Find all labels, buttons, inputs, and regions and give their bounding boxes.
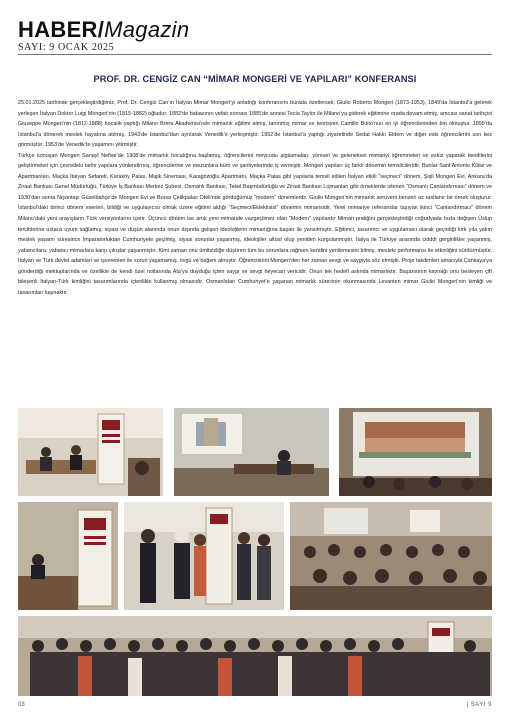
- conference-photo-audience: [290, 502, 492, 610]
- article-body: [18, 98, 492, 416]
- magazine-title: HABER/Magazin: [18, 17, 190, 42]
- masthead: [18, 18, 189, 54]
- issue-date: SAYI: 9 OCAK 2025: [18, 42, 115, 53]
- conference-photo-lecture-hall: [174, 408, 329, 496]
- masthead-divider: [18, 54, 492, 55]
- page-number: 03: [18, 702, 25, 708]
- conference-group-photo: [18, 616, 492, 696]
- conference-photo-podium-banner: [18, 502, 118, 610]
- article-paragraph: Türkçe konuşan Mongeri Sanayi Nefise’de 1908’de mimarlık hocalığına başlamış, öğrencilerini mevcudu algılamaları, yöresel ve geleneksel mimariyi öğrenmeleri ve eskiz yaparak kendilerini geliştirmeleri için çevredeki tarihi yapılara yönlendirmiş, öğrencilerine ve mezunlara büro ve şantiyelerinde iş vermiştir. Mongeri yapıları üç farklı dönemin temsilcileridir. Bunlar Sant’Antonio Kilise ve Apartmanları, Maçka İtalyan Sefareti, Karaköy Palas, Majik Sineması, Karagözoğlu Apartmanı, Maçka Palas gibi yapılarla temsil edilen İtalyan etkili “seçmeci” dönem, Şişli Mongeri Evi, Ankara’da Ziraat Bankası Genel Müdürlüğü, Türkiye İş Bankası Merkez Şubesi, Osmanlı Bankası, Tekel Başmüdürlüğü ve Ziraat Bankası Lojmanları gibi örneklerde izlenen “Osmanlı Canlandırması” dönem ve 1930’dan sonra Nişantaşı Güzelbahçe’de Mongeri Evi ve Bursa Çelikpalas Oteli’nde gördüğümüz “modern” dönemlerdir. Giulio Mongeri’nin mimarlık serüveni benzeri az rastlanır bir örnek oluşturur. İstanbul’daki birinci dönem eserleri, bildiği ve uygulayıcısı olmak üzere eğitimi aldığı “Seçmeci/Eklektisist” dönemin mimarisidir. Yerel mimariye referanslar taşıyan ikinci “Canlandırmacı” dönem Milano’daki yeni arayışların Türk versiyonlarını içerir. Üçüncü dönem ise artık yeni mimaride vazgeçilmez olan “Modern” yapılardır Mimari pratiğini gerçekleştirdiği coğrafyada hızla değişen Üslup tercihlerine ustaca uyum sağlamış, siyasi ve düşün alanında onun dışında gelişen ideolojilerin mimarlığına başarı ile yansıtmıştır. Eğitimci, tasarımcı ve uygulamacı olarak geçirdiği kırk yıla yakın meslek yaşamı süresince İmparatorluktan Cumhuriyete geçilmiş, siyasi sorunlar yaşanmış, ideolojiler altüst olup yeniden kurgulanmıştır. İtalya ile Türkiye arasında cidddi gerginlikler yaşanmış, yabancılara, yabancı mimarlara karşı çıkışlar yaşanmıştır. Kimi zaman onu ümitsizliğe düşüren tüm bu sorunlara rağmen kendini yenilemesini bilmiş, mesleki performansı ile etkinliğini sürdürmüştür. İtalyan ve Türk devlet adamları ve işverenleri ile sorun yaşamamış, övgü ve beğeni almıştır. Öğrencilerini Mongeri’den her zaman sevgi ve saygıyla söz etmiştir. Proje takdimleri amacıyla Çankaya’ya gönderdiği mektuplarında ve özellikle de kendi özel notlarında Ata’ya duyduğu içten saygı ve sevgi heyecan vericidir. Onun tek hedefi aslında mimarlıktır. Başarısının kaynağı onu besleyen çift bileşenli İtalyan-Türk kimliğini tasarımlarında içtenlikle kullanmış olmasıdır. Osmanlıdan Cumhuriyet’e yaşanan mimarlık sürecinin okunmasında Levanten mimar Giulio Mongeri’nin kimliği ve tasarımları kaynaktır.: [18, 152, 492, 296]
- footer-issue: | SAYI 9: [466, 702, 492, 708]
- conference-photo-group-standing: [124, 502, 284, 610]
- article-headline: PROF. DR. CENGİZ CAN “MİMAR MONGERİ VE YAPILARI” KONFERANSI: [93, 74, 417, 84]
- article-paragraph: 25.01.2025 tarihinde gerçekleştirdiğimiz, Prof. Dr. Cengiz Can’ın İtalyan Mimar Mongeri’yi anlattığı konferansını burada özetlersek; Giulio Roberto Mongeri (1873-1953), 1849’da İstanbul’a gelerek yerleşen İtalyan Doktor Luigi Mongeri’nin (1815-1882) oğludur. 1882’de babasının vefatı sonrası 1885’de annesi Tecla Taylor ile Milano’ya giderek eğitimine orada devam etmiş, amcası sanat tarihçisi Giuseppe Mongeri’nin (1812-1888) hocalık yaptığı Milano Brera Akademisi’nde mimarlık eğitimi almış, tanınmış mimar ve teorisyen Camillo Boito’nun en iyi öğrencilerinden biri olmuştur. 1899’da İstanbul’a dönerek meslek hayatına atılmış, 1943’de İstanbul’dan ayrılarak Venedik’e yerleşmiştir. 1952’de İstanbul’a yaptığı ziyaretinde Sedat Hakkı Eldem ve diğer eski öğrencilerini son kez görmüştür. 1953’de Venedik’te yaşamını yitirmiştir.: [18, 100, 492, 149]
- conference-photo-slide-presentation: [339, 408, 492, 496]
- conference-photo-speakers-table: [18, 408, 163, 496]
